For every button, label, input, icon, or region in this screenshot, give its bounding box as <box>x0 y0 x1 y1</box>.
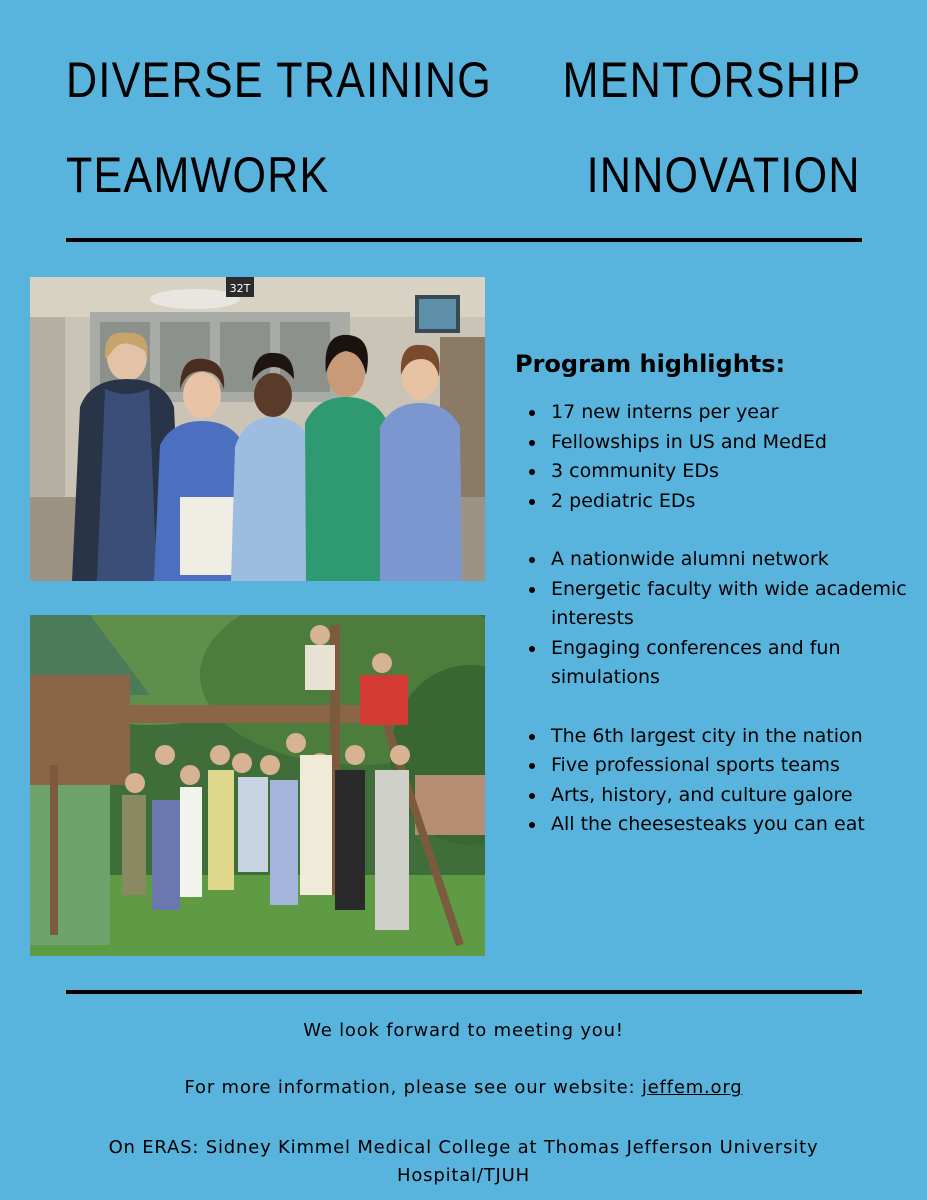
list-item: Fellowships in US and MedEd <box>527 428 910 458</box>
list-item: 2 pediatric EDs <box>527 487 910 517</box>
footer-eras: On ERAS: Sidney Kimmel Medical College at Thomas Jefferson University Hospital/TJUH <box>108 1137 819 1186</box>
list-item: 3 community EDs <box>527 457 910 487</box>
room-sign: 32T <box>229 282 251 295</box>
list-item: Five professional sports teams <box>527 751 910 781</box>
top-divider <box>66 238 862 242</box>
headline-innovation: INNOVATION <box>586 147 861 203</box>
hospital-team-photo <box>30 277 485 581</box>
list-item: Engaging conferences and fun simulations <box>527 634 910 693</box>
highlights-title: Program highlights: <box>515 350 786 378</box>
highlights-group-3 <box>515 722 910 840</box>
footer-info <box>40 1074 887 1102</box>
list-item: All the cheesesteaks you can eat <box>527 810 910 840</box>
headline-teamwork: TEAMWORK <box>66 147 330 203</box>
program-highlights <box>515 350 910 840</box>
list-item: A nationwide alumni network <box>527 545 910 575</box>
list-item: 17 new interns per year <box>527 398 910 428</box>
list-item: The 6th largest city in the nation <box>527 722 910 752</box>
list-item: Arts, history, and culture galore <box>527 781 910 811</box>
website-link[interactable]: jeffem.org <box>641 1077 743 1098</box>
footer-greeting: We look forward to meeting you! <box>303 1020 624 1041</box>
outdoor-group-photo <box>30 615 485 956</box>
footer-info-text: For more information, please see our website: <box>184 1077 636 1098</box>
list-item: Energetic faculty with wide academic interests <box>527 575 910 634</box>
headline-mentorship: MENTORSHIP <box>562 52 861 108</box>
highlights-group-1 <box>515 398 910 516</box>
bottom-divider <box>66 990 862 994</box>
headline-diverse-training: DIVERSE TRAINING <box>66 52 493 108</box>
highlights-group-2 <box>515 545 910 693</box>
